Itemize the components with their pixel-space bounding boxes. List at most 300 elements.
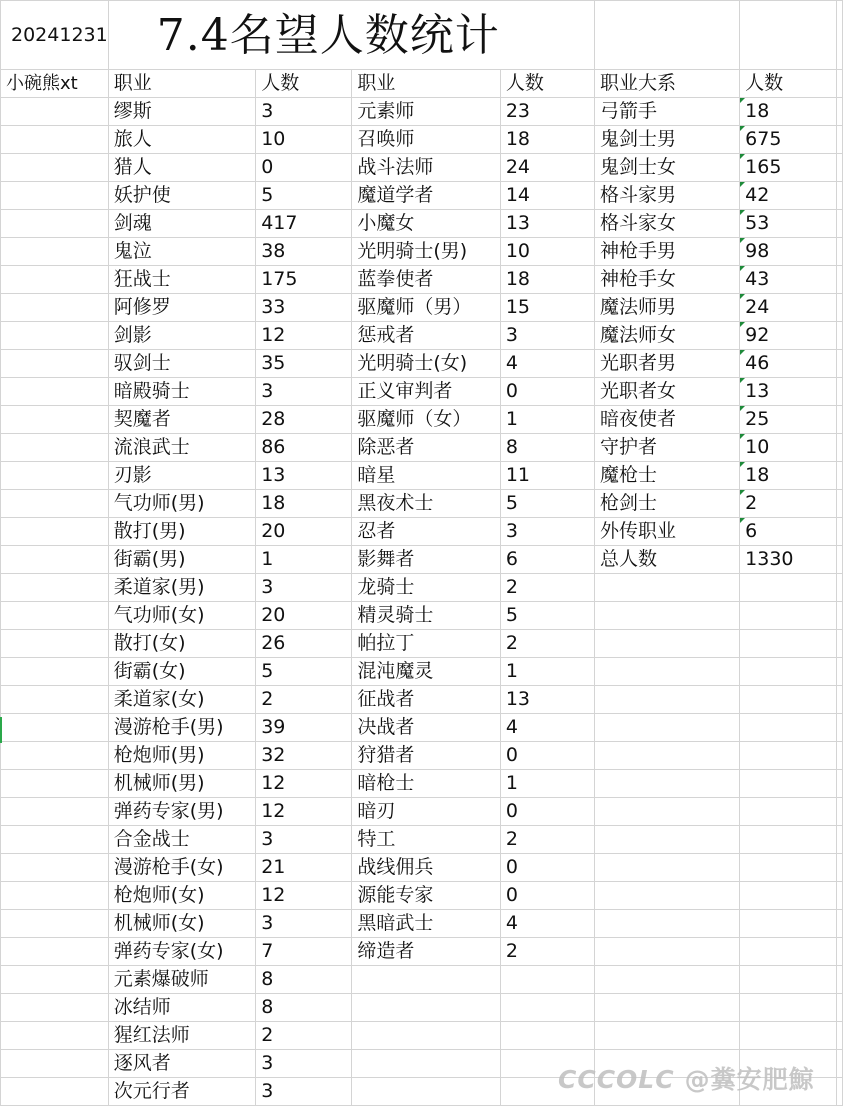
empty-cell[interactable] — [836, 1022, 842, 1050]
job-name-cell[interactable]: 暗刃 — [352, 798, 501, 826]
job-name-cell[interactable]: 机械师(男) — [108, 770, 255, 798]
job-count-cell[interactable]: 12 — [256, 882, 352, 910]
job-count-cell[interactable]: 3 — [256, 826, 352, 854]
empty-cell[interactable] — [1, 126, 109, 154]
empty-cell[interactable] — [836, 1078, 842, 1106]
empty-cell[interactable] — [1, 770, 109, 798]
empty-cell[interactable] — [594, 938, 739, 966]
job-count-cell[interactable]: 3 — [256, 574, 352, 602]
job-count-cell[interactable]: 2 — [500, 630, 594, 658]
job-count-cell[interactable]: 5 — [500, 490, 594, 518]
job-count-cell[interactable]: 13 — [500, 686, 594, 714]
sheet-title-cell[interactable]: 7.4名望人数统计 — [108, 1, 594, 70]
job-group-count-cell[interactable]: 18 — [740, 98, 837, 126]
empty-cell[interactable] — [1, 686, 109, 714]
job-count-cell[interactable]: 21 — [256, 854, 352, 882]
table-row — [1, 294, 843, 322]
empty-cell[interactable] — [594, 798, 739, 826]
job-name-cell[interactable]: 驱魔师（女） — [352, 406, 501, 434]
empty-cell[interactable] — [594, 1, 739, 70]
job-name-cell[interactable]: 次元行者 — [108, 1078, 255, 1106]
job-name-cell[interactable]: 街霸(女) — [108, 658, 255, 686]
job-name-cell[interactable]: 契魔者 — [108, 406, 255, 434]
job-group-name-cell[interactable]: 守护者 — [594, 434, 739, 462]
empty-cell[interactable] — [836, 182, 842, 210]
empty-cell[interactable] — [594, 574, 739, 602]
empty-cell[interactable] — [1, 574, 109, 602]
empty-cell[interactable] — [594, 602, 739, 630]
job-count-cell[interactable]: 0 — [256, 154, 352, 182]
empty-cell[interactable] — [740, 714, 837, 742]
job-name-cell[interactable]: 街霸(男) — [108, 546, 255, 574]
job-name-cell[interactable]: 柔道家(女) — [108, 686, 255, 714]
job-name-cell[interactable]: 帕拉丁 — [352, 630, 501, 658]
empty-cell[interactable] — [740, 770, 837, 798]
job-group-count-cell[interactable]: 92 — [740, 322, 837, 350]
job-name-cell[interactable]: 弹药专家(男) — [108, 798, 255, 826]
job-name-cell[interactable]: 缔造者 — [352, 938, 501, 966]
empty-cell[interactable] — [1, 910, 109, 938]
job-count-cell[interactable]: 3 — [500, 518, 594, 546]
empty-cell[interactable] — [836, 266, 842, 294]
empty-cell[interactable] — [836, 714, 842, 742]
job-count-cell[interactable]: 8 — [500, 434, 594, 462]
job-count-cell[interactable]: 0 — [500, 378, 594, 406]
job-name-cell[interactable]: 光明骑士(女) — [352, 350, 501, 378]
job-count-cell[interactable]: 39 — [256, 714, 352, 742]
empty-cell[interactable] — [1, 182, 109, 210]
job-group-name-cell[interactable]: 神枪手女 — [594, 266, 739, 294]
job-count-cell[interactable]: 5 — [500, 602, 594, 630]
job-name-cell[interactable]: 暗枪士 — [352, 770, 501, 798]
job-count-cell[interactable]: 20 — [256, 518, 352, 546]
job-name-cell[interactable]: 合金战士 — [108, 826, 255, 854]
empty-cell[interactable] — [740, 882, 837, 910]
job-name-cell[interactable]: 元素师 — [352, 98, 501, 126]
empty-cell[interactable] — [740, 1022, 837, 1050]
empty-cell[interactable] — [836, 518, 842, 546]
job-count-cell[interactable]: 11 — [500, 462, 594, 490]
empty-cell[interactable] — [352, 994, 501, 1022]
job-count-cell[interactable]: 35 — [256, 350, 352, 378]
table-row — [1, 154, 843, 182]
job-group-name-cell[interactable]: 光职者男 — [594, 350, 739, 378]
job-count-cell[interactable]: 4 — [500, 910, 594, 938]
job-group-count-cell[interactable]: 2 — [740, 490, 837, 518]
empty-cell[interactable] — [1, 854, 109, 882]
empty-cell[interactable] — [1, 658, 109, 686]
empty-cell[interactable] — [1, 714, 109, 742]
empty-cell[interactable] — [836, 1, 842, 70]
empty-cell[interactable] — [836, 742, 842, 770]
job-count-cell[interactable]: 2 — [500, 826, 594, 854]
job-count-cell[interactable]: 5 — [256, 658, 352, 686]
empty-cell[interactable] — [836, 378, 842, 406]
empty-cell[interactable] — [836, 630, 842, 658]
job-count-cell[interactable]: 175 — [256, 266, 352, 294]
empty-cell[interactable] — [836, 210, 842, 238]
job-count-cell[interactable]: 4 — [500, 350, 594, 378]
empty-cell[interactable] — [1, 1022, 109, 1050]
empty-cell[interactable] — [1, 266, 109, 294]
job-name-cell[interactable]: 逐风者 — [108, 1050, 255, 1078]
empty-cell[interactable] — [836, 238, 842, 266]
job-name-cell[interactable]: 源能专家 — [352, 882, 501, 910]
job-name-cell[interactable]: 征战者 — [352, 686, 501, 714]
empty-cell[interactable] — [1, 882, 109, 910]
job-group-name-cell[interactable]: 光职者女 — [594, 378, 739, 406]
empty-cell[interactable] — [1, 350, 109, 378]
empty-cell[interactable] — [740, 1, 837, 70]
empty-cell[interactable] — [740, 574, 837, 602]
job-group-count-cell[interactable]: 165 — [740, 154, 837, 182]
job-name-cell[interactable]: 气功师(女) — [108, 602, 255, 630]
job-name-cell[interactable]: 散打(女) — [108, 630, 255, 658]
job-count-cell[interactable]: 38 — [256, 238, 352, 266]
job-group-count-cell[interactable]: 18 — [740, 462, 837, 490]
job-name-cell[interactable]: 蓝拳使者 — [352, 266, 501, 294]
empty-cell[interactable] — [740, 966, 837, 994]
empty-cell[interactable] — [594, 910, 739, 938]
job-count-cell[interactable]: 5 — [256, 182, 352, 210]
job-name-cell[interactable]: 刃影 — [108, 462, 255, 490]
job-group-count-cell[interactable]: 24 — [740, 294, 837, 322]
job-group-count-cell[interactable]: 10 — [740, 434, 837, 462]
empty-cell[interactable] — [836, 910, 842, 938]
job-count-cell[interactable]: 4 — [500, 714, 594, 742]
job-count-cell[interactable]: 13 — [256, 462, 352, 490]
job-count-cell[interactable]: 3 — [256, 1050, 352, 1078]
total-count-cell[interactable]: 1330 — [740, 546, 837, 574]
job-group-name-cell[interactable]: 外传职业 — [594, 518, 739, 546]
empty-cell[interactable] — [836, 1050, 842, 1078]
empty-cell[interactable] — [836, 938, 842, 966]
job-count-cell[interactable]: 3 — [256, 378, 352, 406]
job-name-cell[interactable]: 正义审判者 — [352, 378, 501, 406]
empty-cell[interactable] — [836, 462, 842, 490]
job-name-cell[interactable]: 漫游枪手(女) — [108, 854, 255, 882]
empty-cell[interactable] — [740, 910, 837, 938]
job-count-cell[interactable]: 1 — [500, 770, 594, 798]
table-row — [1, 630, 843, 658]
empty-cell[interactable] — [740, 742, 837, 770]
empty-cell[interactable] — [1, 154, 109, 182]
job-count-cell[interactable]: 8 — [256, 994, 352, 1022]
job-count-cell[interactable]: 18 — [500, 126, 594, 154]
job-name-cell[interactable]: 驱魔师（男） — [352, 294, 501, 322]
empty-cell[interactable] — [1, 210, 109, 238]
job-count-cell[interactable]: 15 — [500, 294, 594, 322]
job-name-cell[interactable]: 光明骑士(男) — [352, 238, 501, 266]
table-row — [1, 322, 843, 350]
job-count-cell[interactable]: 12 — [256, 798, 352, 826]
empty-cell[interactable] — [594, 882, 739, 910]
empty-cell[interactable] — [352, 1050, 501, 1078]
job-name-cell[interactable]: 鬼泣 — [108, 238, 255, 266]
empty-cell[interactable] — [352, 966, 501, 994]
header-job-group[interactable]: 职业大系 — [594, 70, 739, 98]
job-count-cell[interactable]: 3 — [256, 98, 352, 126]
job-name-cell[interactable]: 魔道学者 — [352, 182, 501, 210]
job-group-name-cell[interactable]: 神枪手男 — [594, 238, 739, 266]
job-count-cell[interactable]: 18 — [256, 490, 352, 518]
empty-cell[interactable] — [836, 994, 842, 1022]
job-name-cell[interactable]: 猎人 — [108, 154, 255, 182]
job-name-cell[interactable]: 猩红法师 — [108, 1022, 255, 1050]
job-name-cell[interactable]: 龙骑士 — [352, 574, 501, 602]
job-name-cell[interactable]: 黑暗武士 — [352, 910, 501, 938]
job-name-cell[interactable]: 妖护使 — [108, 182, 255, 210]
header-count-left[interactable]: 人数 — [256, 70, 352, 98]
job-count-cell[interactable]: 2 — [500, 574, 594, 602]
job-count-cell[interactable]: 7 — [256, 938, 352, 966]
job-count-cell[interactable]: 2 — [256, 1022, 352, 1050]
job-name-cell[interactable]: 忍者 — [352, 518, 501, 546]
job-group-name-cell[interactable]: 暗夜使者 — [594, 406, 739, 434]
header-count-group[interactable]: 人数 — [740, 70, 837, 98]
job-group-name-cell[interactable]: 魔枪士 — [594, 462, 739, 490]
job-group-name-cell[interactable]: 鬼剑士女 — [594, 154, 739, 182]
empty-cell[interactable] — [836, 350, 842, 378]
job-count-cell[interactable]: 3 — [256, 1078, 352, 1106]
empty-cell[interactable] — [836, 98, 842, 126]
job-name-cell[interactable]: 旅人 — [108, 126, 255, 154]
job-name-cell[interactable]: 弹药专家(女) — [108, 938, 255, 966]
job-count-cell[interactable]: 32 — [256, 742, 352, 770]
job-count-cell[interactable]: 2 — [256, 686, 352, 714]
empty-cell[interactable] — [1, 630, 109, 658]
header-count-middle[interactable]: 人数 — [500, 70, 594, 98]
empty-cell[interactable] — [1, 546, 109, 574]
empty-cell[interactable] — [352, 1022, 501, 1050]
empty-cell[interactable] — [836, 882, 842, 910]
empty-cell[interactable] — [594, 966, 739, 994]
job-group-count-cell[interactable]: 13 — [740, 378, 837, 406]
job-name-cell[interactable]: 缪斯 — [108, 98, 255, 126]
empty-cell[interactable] — [1, 238, 109, 266]
job-count-cell[interactable]: 12 — [256, 770, 352, 798]
job-name-cell[interactable]: 剑魂 — [108, 210, 255, 238]
job-group-count-cell[interactable]: 43 — [740, 266, 837, 294]
job-name-cell[interactable]: 柔道家(男) — [108, 574, 255, 602]
empty-cell[interactable] — [1, 490, 109, 518]
empty-cell[interactable] — [1, 602, 109, 630]
header-job-left[interactable]: 职业 — [108, 70, 255, 98]
date-cell[interactable]: 20241231 — [1, 1, 109, 70]
job-group-name-cell[interactable]: 格斗家男 — [594, 182, 739, 210]
job-group-count-cell[interactable]: 25 — [740, 406, 837, 434]
empty-cell[interactable] — [594, 658, 739, 686]
job-count-cell[interactable]: 33 — [256, 294, 352, 322]
job-name-cell[interactable]: 元素爆破师 — [108, 966, 255, 994]
empty-cell[interactable] — [836, 154, 842, 182]
job-group-count-cell[interactable]: 53 — [740, 210, 837, 238]
job-group-name-cell[interactable]: 魔法师女 — [594, 322, 739, 350]
job-name-cell[interactable]: 机械师(女) — [108, 910, 255, 938]
job-name-cell[interactable]: 冰结师 — [108, 994, 255, 1022]
job-count-cell[interactable]: 3 — [500, 322, 594, 350]
empty-cell[interactable] — [836, 294, 842, 322]
job-group-name-cell[interactable]: 格斗家女 — [594, 210, 739, 238]
job-name-cell[interactable]: 惩戒者 — [352, 322, 501, 350]
job-group-count-cell[interactable]: 675 — [740, 126, 837, 154]
job-group-name-cell[interactable]: 鬼剑士男 — [594, 126, 739, 154]
job-name-cell[interactable]: 小魔女 — [352, 210, 501, 238]
job-count-cell[interactable]: 26 — [256, 630, 352, 658]
job-name-cell[interactable]: 漫游枪手(男) — [108, 714, 255, 742]
table-row — [1, 770, 843, 798]
job-name-cell[interactable]: 除恶者 — [352, 434, 501, 462]
empty-cell[interactable] — [500, 1022, 594, 1050]
job-count-cell[interactable]: 1 — [500, 658, 594, 686]
job-name-cell[interactable]: 狩猎者 — [352, 742, 501, 770]
empty-cell[interactable] — [594, 742, 739, 770]
job-name-cell[interactable]: 召唤师 — [352, 126, 501, 154]
job-group-name-cell[interactable]: 枪剑士 — [594, 490, 739, 518]
job-name-cell[interactable]: 特工 — [352, 826, 501, 854]
empty-cell[interactable] — [836, 826, 842, 854]
empty-cell[interactable] — [594, 770, 739, 798]
empty-cell[interactable] — [594, 714, 739, 742]
empty-cell[interactable] — [836, 126, 842, 154]
job-name-cell[interactable]: 驭剑士 — [108, 350, 255, 378]
empty-cell[interactable] — [594, 826, 739, 854]
empty-cell[interactable] — [836, 70, 842, 98]
job-count-cell[interactable]: 0 — [500, 798, 594, 826]
empty-cell[interactable] — [836, 602, 842, 630]
job-count-cell[interactable]: 23 — [500, 98, 594, 126]
job-name-cell[interactable]: 暗殿骑士 — [108, 378, 255, 406]
empty-cell[interactable] — [1, 378, 109, 406]
empty-cell[interactable] — [740, 854, 837, 882]
job-count-cell[interactable]: 18 — [500, 266, 594, 294]
job-name-cell[interactable]: 战线佣兵 — [352, 854, 501, 882]
empty-cell[interactable] — [836, 574, 842, 602]
job-count-cell[interactable]: 24 — [500, 154, 594, 182]
empty-cell[interactable] — [594, 630, 739, 658]
job-group-name-cell[interactable]: 魔法师男 — [594, 294, 739, 322]
empty-cell[interactable] — [594, 686, 739, 714]
job-name-cell[interactable]: 剑影 — [108, 322, 255, 350]
job-count-cell[interactable]: 12 — [256, 322, 352, 350]
empty-cell[interactable] — [836, 966, 842, 994]
job-count-cell[interactable]: 1 — [256, 546, 352, 574]
job-name-cell[interactable]: 影舞者 — [352, 546, 501, 574]
job-count-cell[interactable]: 1 — [500, 406, 594, 434]
job-count-cell[interactable]: 28 — [256, 406, 352, 434]
job-name-cell[interactable]: 流浪武士 — [108, 434, 255, 462]
header-job-middle[interactable]: 职业 — [352, 70, 501, 98]
empty-cell[interactable] — [1, 826, 109, 854]
job-group-count-cell[interactable]: 98 — [740, 238, 837, 266]
job-name-cell[interactable]: 气功师(男) — [108, 490, 255, 518]
job-count-cell[interactable]: 0 — [500, 742, 594, 770]
empty-cell[interactable] — [740, 994, 837, 1022]
empty-cell[interactable] — [836, 490, 842, 518]
empty-cell[interactable] — [1, 938, 109, 966]
empty-cell[interactable] — [1, 1078, 109, 1106]
job-name-cell[interactable]: 精灵骑士 — [352, 602, 501, 630]
job-name-cell[interactable]: 散打(男) — [108, 518, 255, 546]
empty-cell[interactable] — [740, 602, 837, 630]
empty-cell[interactable] — [1, 462, 109, 490]
job-count-cell[interactable]: 20 — [256, 602, 352, 630]
job-group-count-cell[interactable]: 6 — [740, 518, 837, 546]
empty-cell[interactable] — [740, 798, 837, 826]
empty-cell[interactable] — [1, 798, 109, 826]
empty-cell[interactable] — [836, 798, 842, 826]
job-name-cell[interactable]: 混沌魔灵 — [352, 658, 501, 686]
job-count-cell[interactable]: 10 — [500, 238, 594, 266]
job-name-cell[interactable]: 战斗法师 — [352, 154, 501, 182]
empty-cell[interactable] — [740, 630, 837, 658]
empty-cell[interactable] — [1, 434, 109, 462]
empty-cell[interactable] — [1, 966, 109, 994]
empty-cell[interactable] — [1, 322, 109, 350]
job-name-cell[interactable]: 暗星 — [352, 462, 501, 490]
job-count-cell[interactable]: 86 — [256, 434, 352, 462]
job-count-cell[interactable]: 417 — [256, 210, 352, 238]
empty-cell[interactable] — [836, 434, 842, 462]
job-group-count-cell[interactable]: 42 — [740, 182, 837, 210]
job-name-cell[interactable]: 阿修罗 — [108, 294, 255, 322]
empty-cell[interactable] — [1, 98, 109, 126]
job-name-cell[interactable]: 枪炮师(女) — [108, 882, 255, 910]
empty-cell[interactable] — [836, 770, 842, 798]
empty-cell[interactable] — [740, 826, 837, 854]
job-name-cell[interactable]: 枪炮师(男) — [108, 742, 255, 770]
empty-cell[interactable] — [1, 1050, 109, 1078]
empty-cell[interactable] — [836, 322, 842, 350]
empty-cell[interactable] — [1, 294, 109, 322]
empty-cell[interactable] — [836, 658, 842, 686]
author-cell[interactable]: 小碗熊xt — [1, 70, 109, 98]
empty-cell[interactable] — [500, 966, 594, 994]
empty-cell[interactable] — [1, 994, 109, 1022]
job-name-cell[interactable]: 狂战士 — [108, 266, 255, 294]
empty-cell[interactable] — [740, 686, 837, 714]
empty-cell[interactable] — [836, 854, 842, 882]
empty-cell[interactable] — [594, 854, 739, 882]
empty-cell[interactable] — [1, 406, 109, 434]
empty-cell[interactable] — [836, 406, 842, 434]
empty-cell[interactable] — [500, 994, 594, 1022]
empty-cell[interactable] — [1, 518, 109, 546]
job-count-cell[interactable]: 0 — [500, 882, 594, 910]
job-group-count-cell[interactable]: 46 — [740, 350, 837, 378]
total-label-cell[interactable]: 总人数 — [594, 546, 739, 574]
empty-cell[interactable] — [740, 938, 837, 966]
empty-cell[interactable] — [836, 686, 842, 714]
empty-cell[interactable] — [1, 742, 109, 770]
empty-cell[interactable] — [836, 546, 842, 574]
job-name-cell[interactable]: 黑夜术士 — [352, 490, 501, 518]
job-name-cell[interactable]: 决战者 — [352, 714, 501, 742]
empty-cell[interactable] — [352, 1078, 501, 1106]
empty-cell[interactable] — [594, 994, 739, 1022]
job-count-cell[interactable]: 10 — [256, 126, 352, 154]
job-count-cell[interactable]: 3 — [256, 910, 352, 938]
job-count-cell[interactable]: 6 — [500, 546, 594, 574]
job-count-cell[interactable]: 8 — [256, 966, 352, 994]
job-count-cell[interactable]: 13 — [500, 210, 594, 238]
job-count-cell[interactable]: 14 — [500, 182, 594, 210]
empty-cell[interactable] — [740, 658, 837, 686]
job-count-cell[interactable]: 0 — [500, 854, 594, 882]
empty-cell[interactable] — [594, 1022, 739, 1050]
job-group-name-cell[interactable]: 弓箭手 — [594, 98, 739, 126]
job-count-cell[interactable]: 2 — [500, 938, 594, 966]
